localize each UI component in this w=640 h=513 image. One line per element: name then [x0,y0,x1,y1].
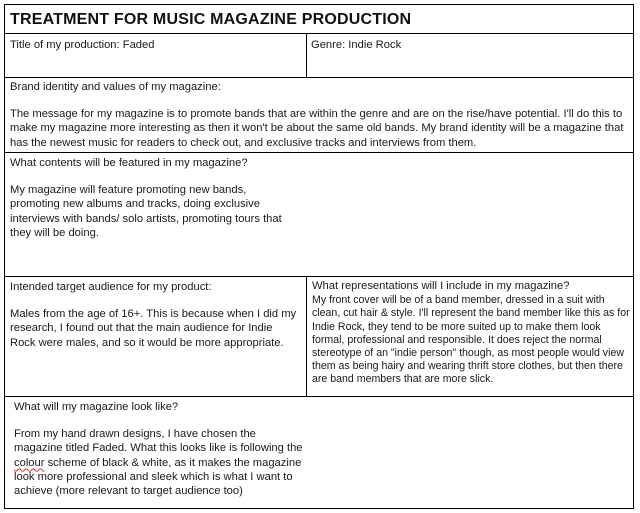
divider-audience-representations [306,276,307,396]
representations-heading: What representations will I include in my magazine? [312,280,570,292]
divider-contents-row [4,276,634,277]
divider-production-genre [306,33,307,77]
divider-title [4,33,634,34]
spellcheck-flagged-word: colour [14,456,45,469]
contents-cell [10,156,298,274]
representations-body: My front cover will be of a band member, dressed in a suit with clean, cut hair & style. I'll represent the band member like this as for Indie Rock, they tend to be more suited up to make them look formal, professional and responsible. It does reject the normal stereotype of an "indie person" though, as most people would view them as being hairy and wearing thrift store clothes, but then there are band members that are more slick. [312,294,630,386]
brand-cell [10,80,628,150]
divider-audience-row [4,396,634,397]
genre-text: Genre: Indie Rock [311,39,402,51]
look-body-part-1: From my hand drawn designs, I have chosen the magazine titled Faded. What this looks like is following the [14,428,303,455]
look-body-part-2: scheme of black & white, as it makes the magazine look more professional and sleek which is what I want to achieve (more relevant to target audience too) [14,456,302,498]
production-title-text: Title of my production: Faded [10,39,155,51]
divider-production-row [4,77,634,78]
look-cell [14,400,304,506]
genre-cell [311,38,629,74]
audience-heading: Intended target audience for my product: [10,281,212,293]
document-title: TREATMENT FOR MUSIC MAGAZINE PRODUCTION [10,11,412,28]
look-body [14,427,304,498]
brand-body: The message for my magazine is to promote bands that are within the genre and are on the rise/have potential. I'll do this to make my magazine more interesting as then it won't be about the same old bands. My brand identity will be a magazine that has the newest music for readers to check out, and exclusive tracks and interviews from them. [10,108,624,149]
contents-body: My magazine will feature promoting new bands, promoting new albums and tracks, doing exclusive interviews with bands/ solo artists, promoting tours that they will be doing. [10,184,282,239]
look-heading: What will my magazine look like? [14,401,179,413]
brand-heading: Brand identity and values of my magazine: [10,81,221,93]
production-title-cell [10,38,300,74]
contents-heading: What contents will be featured in my magazine? [10,157,248,169]
representations-cell [312,280,630,394]
audience-cell [10,280,300,394]
audience-body: Males from the age of 16+. This is because when I did my research, I found out that the main audience for Indie Rock were males, and so it would be more appropriate. [10,308,297,349]
divider-brand-row [4,152,634,153]
